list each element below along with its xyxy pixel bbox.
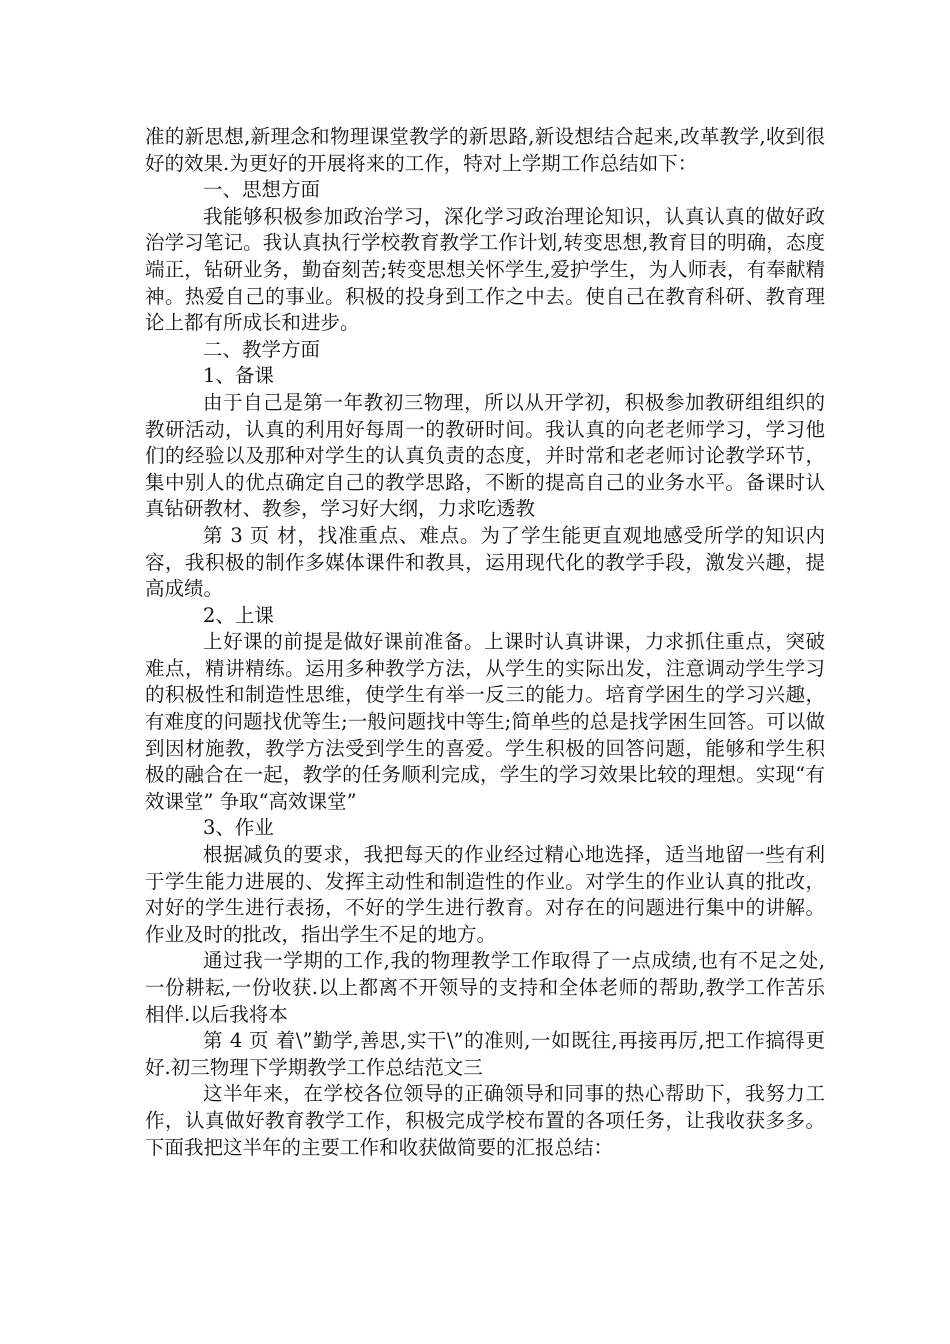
paragraph-homework: 根据减负的要求，我把每天的作业经过精心地选择，适当地留一些有利于学生能力进展的、发挥主动性和制造性的作业。对学生的作业认真的批改，对好的学生进行表扬，不好的学生进行教育。对存在的问题进行集中的讲解。作业及时的批改，指出学生不足的地方。 <box>145 843 825 946</box>
document-body <box>145 124 825 1161</box>
heading-teaching: 二、教学方面 <box>203 337 321 361</box>
paragraph-ideology: 我能够积极参加政治学习，深化学习政治理论知识，认真认真的做好政治学习笔记。我认真执行学校教育教学工作计划,转变思想,教育目的明确，态度端正，钻研业务，勤奋刻苦;转变思想关怀学生,爱护学生，为人师表，有奉献精神。热爱自己的事业。积极的投身到工作之中去。使自己在教育科研、教育理论上都有所成长和进步。 <box>145 204 825 335</box>
paragraph-page-4: 第 4 页 着\”勤学,善思,实干\”的准则,一如既往,再接再厉,把工作搞得更好.初三物理下学期教学工作总结范文三 <box>145 1029 825 1079</box>
paragraph-page-3: 第 3 页 材，找准重点、难点。为了学生能更直观地感受所学的知识内容，我积极的制作多媒体课件和教具，运用现代化的教学手段，激发兴趣，提高成绩。 <box>145 523 825 601</box>
heading-lesson-prep: 1、备课 <box>203 364 274 388</box>
paragraph-summary: 通过我一学期的工作,我的物理教学工作取得了一点成绩,也有不足之处,一份耕耘,一份收获.以上都离不开领导的支持和全体老师的帮助,教学工作苦乐相伴.以后我将本 <box>145 949 825 1026</box>
paragraph-half-year: 这半年来，在学校各位领导的正确领导和同事的热心帮助下，我努力工作，认真做好教育教学工作，积极完成学校布置的各项任务，让我收获多多。下面我把这半年的主要工作和收获做简要的汇报总结： <box>145 1082 825 1159</box>
paragraph-lesson-prep: 由于自己是第一年教初三物理，所以从开学初，积极参加教研组组织的教研活动，认真的利用好每周一的教研时间。我认真的向老老师学习，学习他们的经验以及那种对学生的认真负责的态度，并时常和老老师讨论教学环节，集中别人的优点确定自己的教学思路，不断的提高自己的业务水平。备课时认真钻研教材、教参，学习好大纲，力求吃透教 <box>145 390 825 521</box>
paragraph-class: 上好课的前提是做好课前准备。上课时认真讲课，力求抓住重点，突破难点，精讲精练。运用多种教学方法，从学生的实际出发，注意调动学生学习的积极性和制造性思维，使学生有举一反三的能力。培育学困生的学习兴趣，有难度的问题找优等生;一般问题找中等生;简单些的总是找学困生回答。可以做到因材施教，教学方法受到学生的喜爱。学生积极的回答问题，能够和学生积极的融合在一起，教学的任务顺利完成，学生的学习效果比较的理想。实现“有效课堂” 争取“高效课堂” <box>145 630 825 813</box>
heading-ideology: 一、思想方面 <box>203 178 321 202</box>
paragraph-intro: 准的新思想,新理念和物理课堂教学的新思路,新设想结合起来,改革教学,收到很好的效果.为更好的开展将来的工作，特对上学期工作总结如下： <box>145 125 825 175</box>
heading-class: 2、上课 <box>203 603 274 627</box>
heading-homework: 3、作业 <box>203 816 274 840</box>
